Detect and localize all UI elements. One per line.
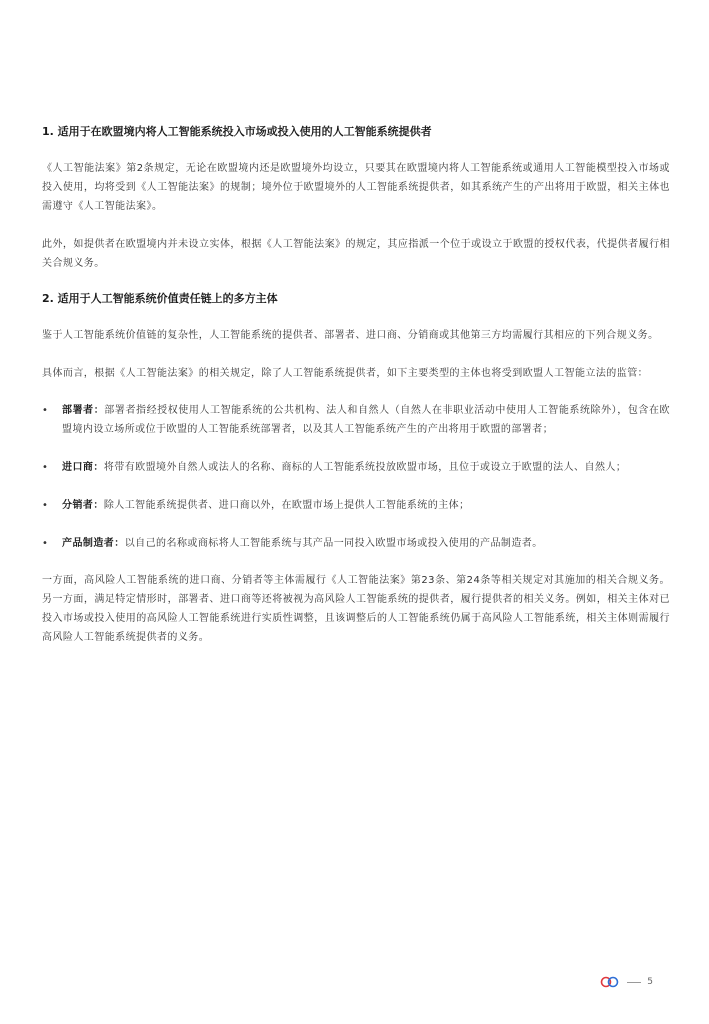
bullet-icon: • <box>42 538 49 549</box>
document-body <box>42 124 670 647</box>
interlocking-rings-logo-icon <box>599 976 621 988</box>
footer-divider <box>627 982 641 983</box>
page-number: 5 <box>647 977 653 987</box>
list-item-term: 进口商： <box>62 462 104 473</box>
bullet-icon: • <box>42 462 49 473</box>
section2-paragraph-2: 具体而言，根据《人工智能法案》的相关规定，除了人工智能系统提供者，如下主要类型的主体也将受到欧盟人工智能立法的监管： <box>42 368 649 379</box>
section2-paragraph-3: 一方面，高风险人工智能系统的进口商、分销者等主体需履行《人工智能法案》第23条、第24条等相关规定对其施加的相关合规义务。另一方面，满足特定情形时，部署者、进口商等还将被视为高风险人工智能系统的提供者，履行提供者的相关义务。例如，相关主体对已投入市场或投入使用的高风险人工智能系统进行实质性调整，且该调整后的人工智能系统仍属于高风险人工智能系统，相关主体则需履行高风险人工智能系统提供者的义务。 <box>42 575 670 643</box>
section1-heading: 1. 适用于在欧盟境内将人工智能系统投入市场或投入使用的人工智能系统提供者 <box>42 125 432 138</box>
section2-heading: 2. 适用于人工智能系统价值责任链上的多方主体 <box>42 292 278 305</box>
list-item-text: 部署者指经授权使用人工智能系统的公共机构、法人和自然人（自然人在非职业活动中使用人工智能系统除外），包含在欧盟境内设立场所或位于欧盟的人工智能系统部署者，以及其人工智能系统产生的产出将用于欧盟的部署者； <box>62 405 670 435</box>
bullet-icon: • <box>42 500 49 511</box>
page-footer <box>599 976 653 988</box>
subject-list <box>42 401 670 553</box>
section1-paragraph-1: 《人工智能法案》第2条规定，无论在欧盟境内还是欧盟境外均设立，只要其在欧盟境内将人工智能系统或通用人工智能模型投入市场或投入使用，均将受到《人工智能法案》的规制；境外位于欧盟境外的人工智能系统提供者，如其系统产生的产出将用于欧盟，相关主体也需遵守《人工智能法案》。 <box>42 163 670 212</box>
section1-paragraph-2: 此外，如提供者在欧盟境内并未设立实体，根据《人工智能法案》的规定，其应指派一个位于或设立于欧盟的授权代表，代提供者履行相关合规义务。 <box>42 239 670 269</box>
list-item-text: 除人工智能系统提供者、进口商以外，在欧盟市场上提供人工智能系统的主体； <box>103 500 470 511</box>
list-item-term: 部署者： <box>62 405 105 416</box>
list-item-term: 分销者： <box>62 500 104 511</box>
list-item-term: 产品制造者： <box>62 538 125 549</box>
list-item <box>42 534 670 553</box>
list-item <box>42 496 670 515</box>
section2-paragraph-1: 鉴于人工智能系统价值链的复杂性，人工智能系统的提供者、部署者、进口商、分销商或其他第三方均需履行其相应的下列合规义务。 <box>42 330 659 341</box>
list-item <box>42 458 670 477</box>
list-item-text: 以自己的名称或商标将人工智能系统与其产品一同投入欧盟市场或投入使用的产品制造者。 <box>124 538 543 549</box>
list-item <box>42 401 670 439</box>
bullet-icon: • <box>42 405 49 416</box>
list-item-text: 将带有欧盟境外自然人或法人的名称、商标的人工智能系统投放欧盟市场，且位于或设立于欧盟的法人、自然人； <box>103 462 627 473</box>
